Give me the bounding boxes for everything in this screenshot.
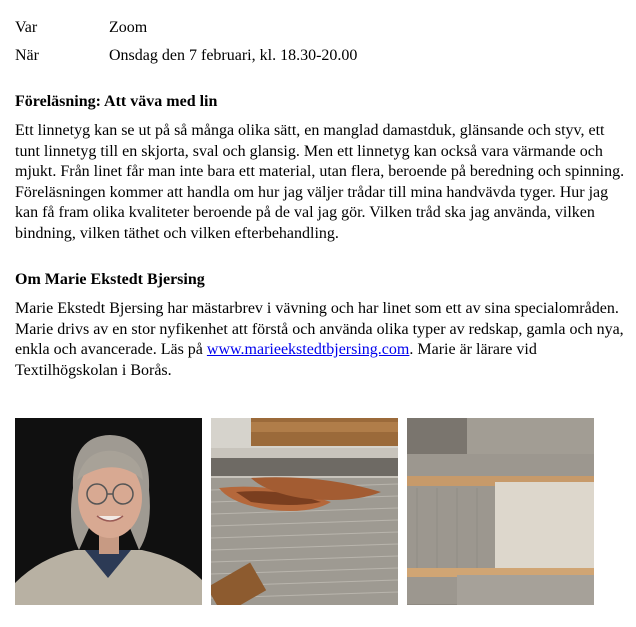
about-heading: Om Marie Ekstedt Bjersing	[15, 271, 205, 288]
about-description	[15, 299, 627, 381]
location-label: Var	[15, 19, 38, 36]
about-text-end: . Marie är lärare vid Textilhögskolan i Borås.	[15, 341, 537, 379]
event-location-row	[15, 18, 147, 38]
textiles-photo	[407, 418, 594, 605]
time-label: När	[15, 47, 39, 64]
website-link[interactable]: www.marieekstedtbjersing.com	[206, 341, 410, 359]
loom-shuttles-photo	[211, 418, 398, 605]
time-value: Onsdag den 7 februari, kl. 18.30-20.00	[109, 47, 358, 64]
lecture-description: Ett linnetyg kan se ut på så många olika sätt, en manglad damastduk, glänsande och styv, ett tunt linnetyg till en skjorta, sval och glansig. Men ett linnetyg kan också vara värmande och mjukt. Från linet får man inte bara ett material, utan flera, beroende på beredning och spinning. Föreläsningen kommer att handla om hur jag väljer trådar till mina handvävda tyger. Hur jag kan få fram olika kvaliteter beroende på de val jag gör. Vilken tråd ska jag använda, vilken bindning, vilken täthet och vilken efterbehandling.	[15, 122, 625, 242]
portrait-photo	[15, 418, 202, 605]
lecture-heading: Föreläsning: Att väva med lin	[15, 93, 218, 110]
event-time-row	[15, 46, 357, 66]
location-value: Zoom	[109, 19, 148, 36]
about-text-start: Marie Ekstedt Bjersing har mästarbrev i vävning och har linet som ett av sina specialområden. Marie drivs av en stor nyfikenhet att förstå och använda olika typer av redskap, gamla och nya, enkla och avancerade. Läs på	[15, 300, 624, 359]
